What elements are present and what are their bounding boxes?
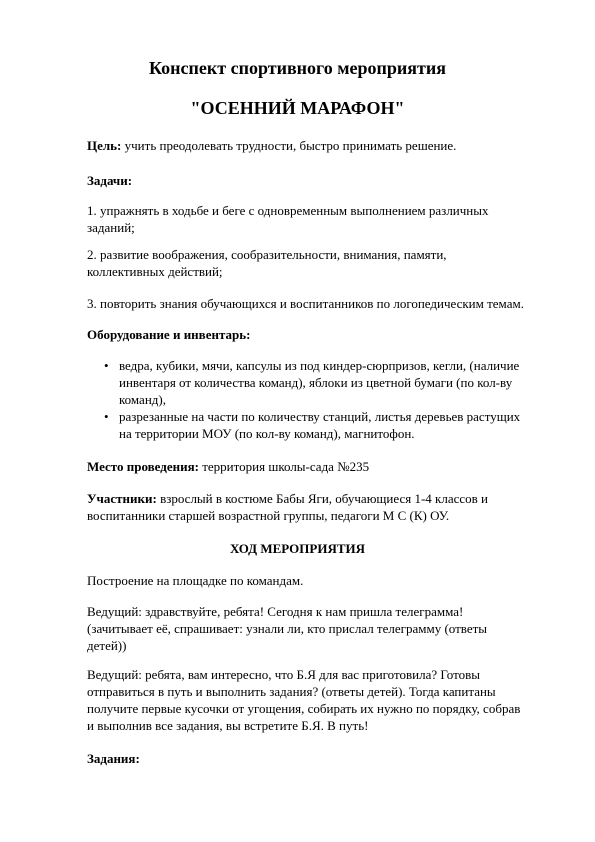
- participants-text: взрослый в костюме Бабы Яги, обучающиеся 1-4 классов и воспитанники старшей возрастной группы, педагоги М С (К) ОУ.: [87, 491, 489, 523]
- assignments-label: Задания:: [87, 751, 140, 766]
- section-heading: ХОД МЕРОПРИЯТИЯ: [229, 541, 366, 556]
- course-paragraph: Ведущий: здравствуйте, ребята! Сегодня к нам пришла телеграмма! (зачитывает её, спрашивает: узнали ли, кто прислал телеграмму (ответы детей)): [87, 604, 488, 653]
- tasks-label: Задачи:: [87, 173, 133, 188]
- task-item: 2. развитие воображения, сообразительности, внимания, памяти, коллективных действий;: [87, 247, 447, 279]
- goal-label: Цель:: [87, 138, 122, 153]
- bullet-icon: •: [104, 409, 109, 424]
- task-item: 1. упражнять в ходьбе и беге с одновременным выполнением различных заданий;: [87, 203, 489, 235]
- participants-label: Участники:: [87, 491, 157, 506]
- place-paragraph: [87, 458, 527, 475]
- bullet-icon: •: [104, 358, 109, 373]
- equipment-list: [87, 357, 527, 442]
- event-name: "ОСЕННИЙ МАРАФОН": [190, 98, 405, 118]
- participants-paragraph: [87, 490, 527, 524]
- course-paragraph: Построение на площадке по командам.: [87, 573, 304, 588]
- equipment-item-text: ведра, кубики, мячи, капсулы из под киндер-сюрпризов, кегли, (наличие инвентаря от количества команд), яблоки из цветной бумаги (по кол-ву команд),: [119, 358, 520, 407]
- place-text: территория школы-сада №235: [198, 459, 370, 474]
- course-paragraph: Ведущий: ребята, вам интересно, что Б.Я для вас приготовила? Готовы отправиться в путь и выполнить задания? (ответы детей). Тогда капитаны получите первые кусочки от угощения, собирать их нужно по порядку, собрав и выполнив все задания, вы встретите Б.Я. В путь!: [87, 667, 521, 733]
- equipment-item-text: разрезанные на части по количеству станций, листья деревьев растущих на территории МОУ (по кол-ву команд), магнитофон.: [119, 409, 521, 441]
- document-title: Конспект спортивного мероприятия: [149, 58, 446, 78]
- list-item: [87, 357, 527, 408]
- task-item: 3. повторить знания обучающихся и воспитанников по логопедическим темам.: [87, 296, 524, 311]
- equipment-label: Оборудование и инвентарь:: [87, 327, 251, 342]
- list-item: [87, 408, 527, 442]
- place-label: Место проведения:: [87, 459, 199, 474]
- goal-paragraph: [87, 137, 527, 154]
- goal-text: учить преодолевать трудности, быстро принимать решение.: [121, 138, 457, 153]
